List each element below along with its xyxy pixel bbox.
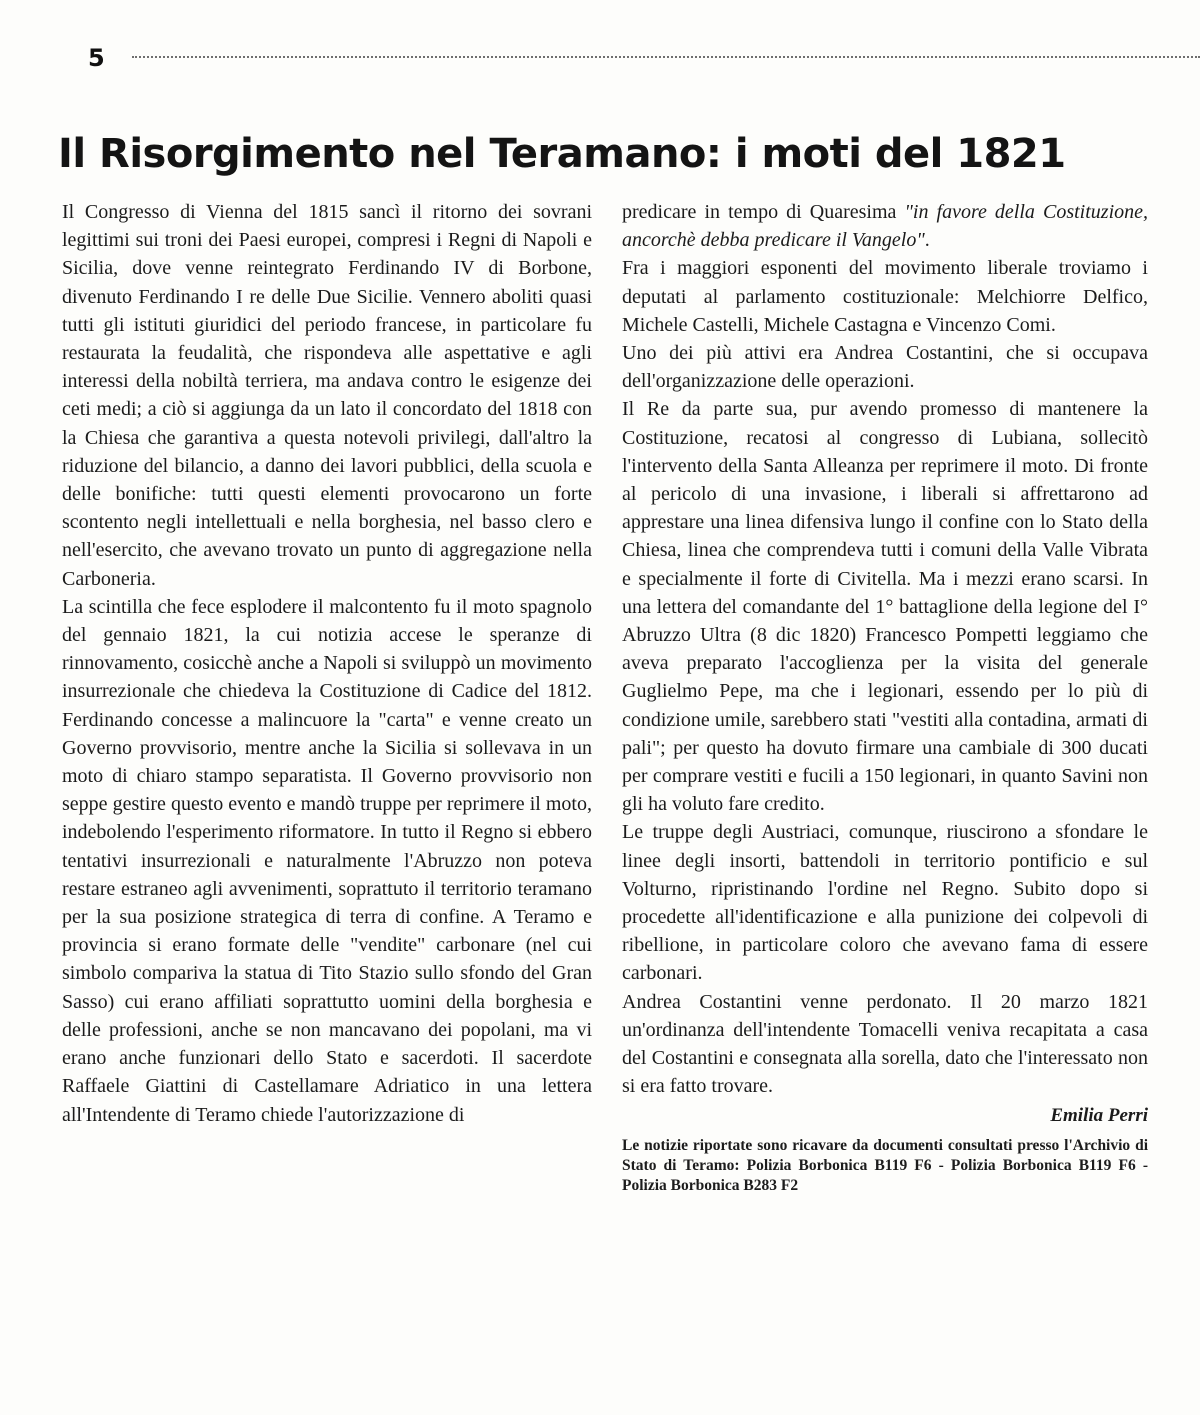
article-title: Il Risorgimento nel Teramano: i moti del 1821 <box>58 131 1066 177</box>
paragraph-congress-of-vienna: Il Congresso di Vienna del 1815 sancì il ritorno dei sovrani legittimi sui troni dei Paesi europei, compresi i Regni di Napoli e Sicilia, dove venne reintegrato Ferdinando IV di Borbone, divenuto Ferdinando I re delle Due Sicilie. Vennero aboliti quasi tutti gli istituti giuridici del periodo francese, in particolare fu restaurata la feudalità, che rispondeva alle aspettative e agli interessi della nobiltà terriera, ma andava contro le esigenze dei ceti medi; a ciò si aggiunga da un lato il concordato del 1818 con la Chiesa che garantiva a questa notevoli privilegi, dall'altro la riduzione del bilancio, a danno dei lavori pubblici, della scuola e delle bonifiche: tutti questi elementi provocarono un forte scontento negli intellettuali e nella borghesia, nel basso clero e nell'esercito, che avevano trovato un punto di aggregazione nella Carboneria. <box>62 201 592 590</box>
paragraph-preaching-end: . <box>924 229 930 252</box>
paragraph-preaching-start: predicare in tempo di Quaresima <box>622 201 905 223</box>
source-note: Le notizie riportate sono ricavare da documenti consultati presso l'Archivio di Stato di Teramo: Polizia Borbonica B119 F6 - Polizia Borbonica B119 F6 - Polizia Borbonica B283 F2 <box>622 1136 1148 1194</box>
paragraph-king-and-defense: Il Re da parte sua, pur avendo promesso di mantenere la Costituzione, recatosi al congresso di Lubiana, sollecitò l'intervento della Santa Alleanza per reprimere il moto. Di fronte al pericolo di una invasione, i liberali si affrettarono ad apprestare una linea difensiva lungo il confine con lo Stato della Chiesa, linea che comprendeva tutti i comuni della Valle Vibrata e specialmente il forte di Civitella. Ma i mezzi erano scarsi. In una lettera del comandante del 1° battaglione della legione del I° Abruzzo Ultra (8 dic 1820) Francesco Pompetti leggiamo che aveva preparato l'accoglienza per la visita del generale Guglielmo Pepe, ma che i legionari, essendo per lo più di condizione umile, sarebbero stati "vestiti alla contadina, armati di pali"; per questo ha dovuto firmare una cambiale di 300 ducati per comprare vestiti e fucili a 150 legionari, in quanto Savini non gli ha voluto fare credito. <box>622 398 1148 816</box>
article-column-right <box>622 198 1148 1196</box>
paragraph-liberal-exponents: Fra i maggiori esponenti del movimento liberale troviamo i deputati al parlamento costituzionale: Melchiorre Delfico, Michele Castelli, Michele Castagna e Vincenzo Comi. <box>622 257 1148 336</box>
paragraph-preaching-quote: "in favore della Costituzione, ancorchè debba predicare il Vangelo" <box>622 201 1149 252</box>
header-dotted-rule <box>132 56 1200 58</box>
paragraph-preaching <box>622 198 1148 254</box>
paragraph-austrian-troops: Le truppe degli Austriaci, comunque, riuscirono a sfondare le linee degli insorti, battendoli in territorio pontificio e sul Volturno, ripristinando l'ordine nel Regno. Subito dopo si procedette all'identificazione e alla punizione dei colpevoli di ribellione, in particolare coloro che avevano fama di essere carbonari. <box>622 821 1148 985</box>
author-signature: Emilia Perri <box>1050 1104 1148 1126</box>
paragraph-andrea-costantini: Uno dei più attivi era Andrea Costantini, che si occupava dell'organizzazione delle operazioni. <box>622 342 1148 393</box>
paragraph-spark-of-discontent: La scintilla che fece esplodere il malcontento fu il moto spagnolo del gennaio 1821, la cui notizia accese le speranze di rinnovamento, cosicchè anche a Napoli si sviluppò un movimento insurrezionale che chiedeva la Costituzione di Cadice del 1812. Ferdinando concesse a malincuore la "carta" e venne creato un Governo provvisorio, mentre anche la Sicilia si sollevava in un moto di chiaro stampo separatista. Il Governo provvisorio non seppe gestire questo evento e mandò truppe per reprimere il moto, indebolendo l'esperimento riformatore. In tutto il Regno si ebbero tentativi insurrezionali e naturalmente l'Abruzzo non poteva restare estraneo agli avvenimenti, soprattuto il territorio teramano per la sua posizione strategica di terra di confine. A Teramo e provincia si erano formate delle "vendite" carbonare (nel cui simbolo compariva la statua di Tito Stazio sullo sfondo del Gran Sasso) cui erano affiliati soprattutto uomini della borghesia e delle professioni, anche se non mancavano dei popolani, ma vi erano anche funzionari dello Stato e sacerdoti. Il sacerdote Raffaele Giattini di Castellamare Adriatico in una lettera all'Intendente di Teramo chiede l'autorizzazione di <box>62 595 592 1126</box>
paragraph-costantini-pardoned: Andrea Costantini venne perdonato. Il 20 marzo 1821 un'ordinanza dell'intendente Tomacelli veniva recapitata a casa del Costantini e consegnata alla sorella, dato che l'interessato non si era fatto trovare. <box>622 990 1148 1098</box>
article-column-left <box>62 198 592 1129</box>
page-number: 5 <box>88 44 105 72</box>
